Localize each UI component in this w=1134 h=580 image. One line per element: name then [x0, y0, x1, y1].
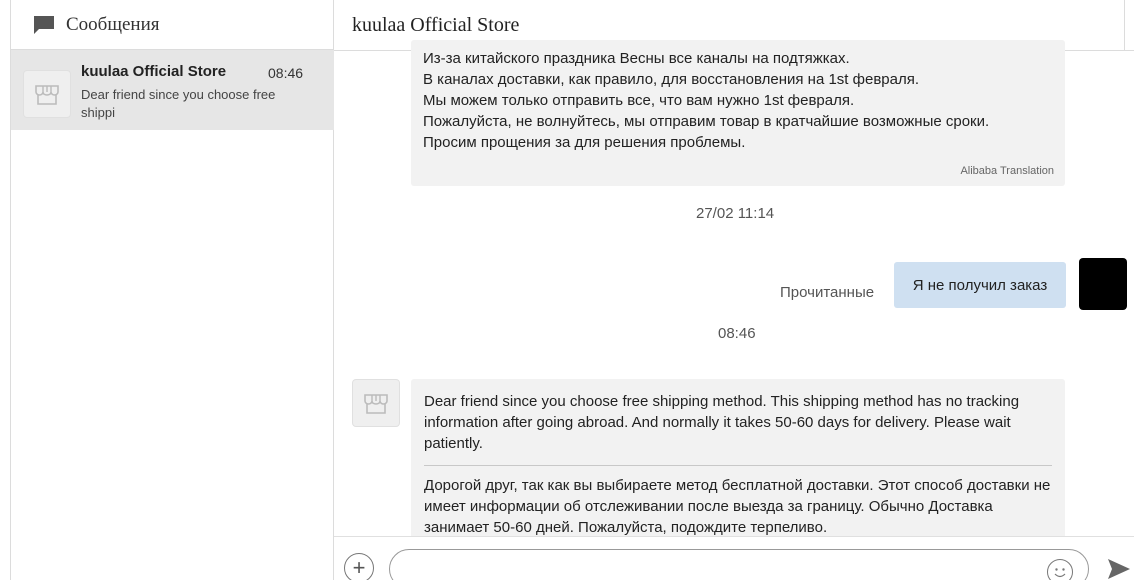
store-icon [362, 390, 390, 416]
chat-title: kuulaa Official Store [352, 13, 520, 36]
message-line: Просим прощения за для решения проблемы. [423, 134, 746, 151]
sidebar-title: Сообщения [66, 13, 160, 35]
conversation-sidebar [10, 0, 334, 580]
user-avatar [1079, 258, 1127, 310]
incoming-message-translated [411, 40, 1065, 186]
outgoing-message: Я не получил заказ [894, 262, 1066, 308]
chat-panel [334, 0, 1134, 580]
sidebar-header [11, 0, 333, 50]
message-line: Из-за китайского праздника Весны все каналы на подтяжках. [423, 50, 850, 67]
conversation-item[interactable] [11, 50, 334, 130]
message-original: Dear friend since you choose free shipping method. This shipping method has no tracking information after going abroad. And normally it takes 50-60 days for delivery. Please wait patiently. [424, 393, 1020, 452]
message-timestamp: 08:46 [718, 325, 756, 342]
header-scroll-edge [1124, 0, 1134, 51]
message-timestamp: 27/02 11:14 [696, 205, 775, 222]
smiley-icon[interactable] [1047, 559, 1073, 580]
message-line: В каналах доставки, как правило, для восстановления на 1st февраля. [423, 71, 920, 88]
translation-divider [424, 465, 1052, 466]
message-composer [334, 536, 1134, 580]
message-input[interactable] [389, 549, 1089, 580]
store-avatar [23, 70, 71, 118]
message-translated: Дорогой друг, так как вы выбираете метод бесплатной доставки. Этот способ доставки не имеет информации об отслеживании после выезда за границу. Обычно Доставка занимает 50-60 дней. Пожалуйста, подождите терпеливо. [424, 477, 1051, 536]
plus-circle-icon[interactable]: + [344, 553, 374, 580]
read-status: Прочитанные [780, 284, 875, 301]
message-line: Мы можем только отправить все, что вам нужно 1st февраля. [423, 92, 855, 109]
conversation-name: kuulaa Official Store [81, 63, 227, 80]
store-icon [33, 81, 61, 107]
send-icon[interactable] [1106, 556, 1132, 580]
conversation-time: 08:46 [268, 65, 304, 81]
store-avatar [352, 379, 400, 427]
message-line: Пожалуйста, не волнуйтесь, мы отправим товар в кратчайшие возможные сроки. [423, 113, 990, 130]
translation-label: Alibaba Translation [960, 165, 1054, 177]
conversation-preview: Dear friend since you choose free shippi [81, 87, 276, 120]
incoming-message [411, 379, 1065, 549]
messages-icon [33, 15, 55, 35]
